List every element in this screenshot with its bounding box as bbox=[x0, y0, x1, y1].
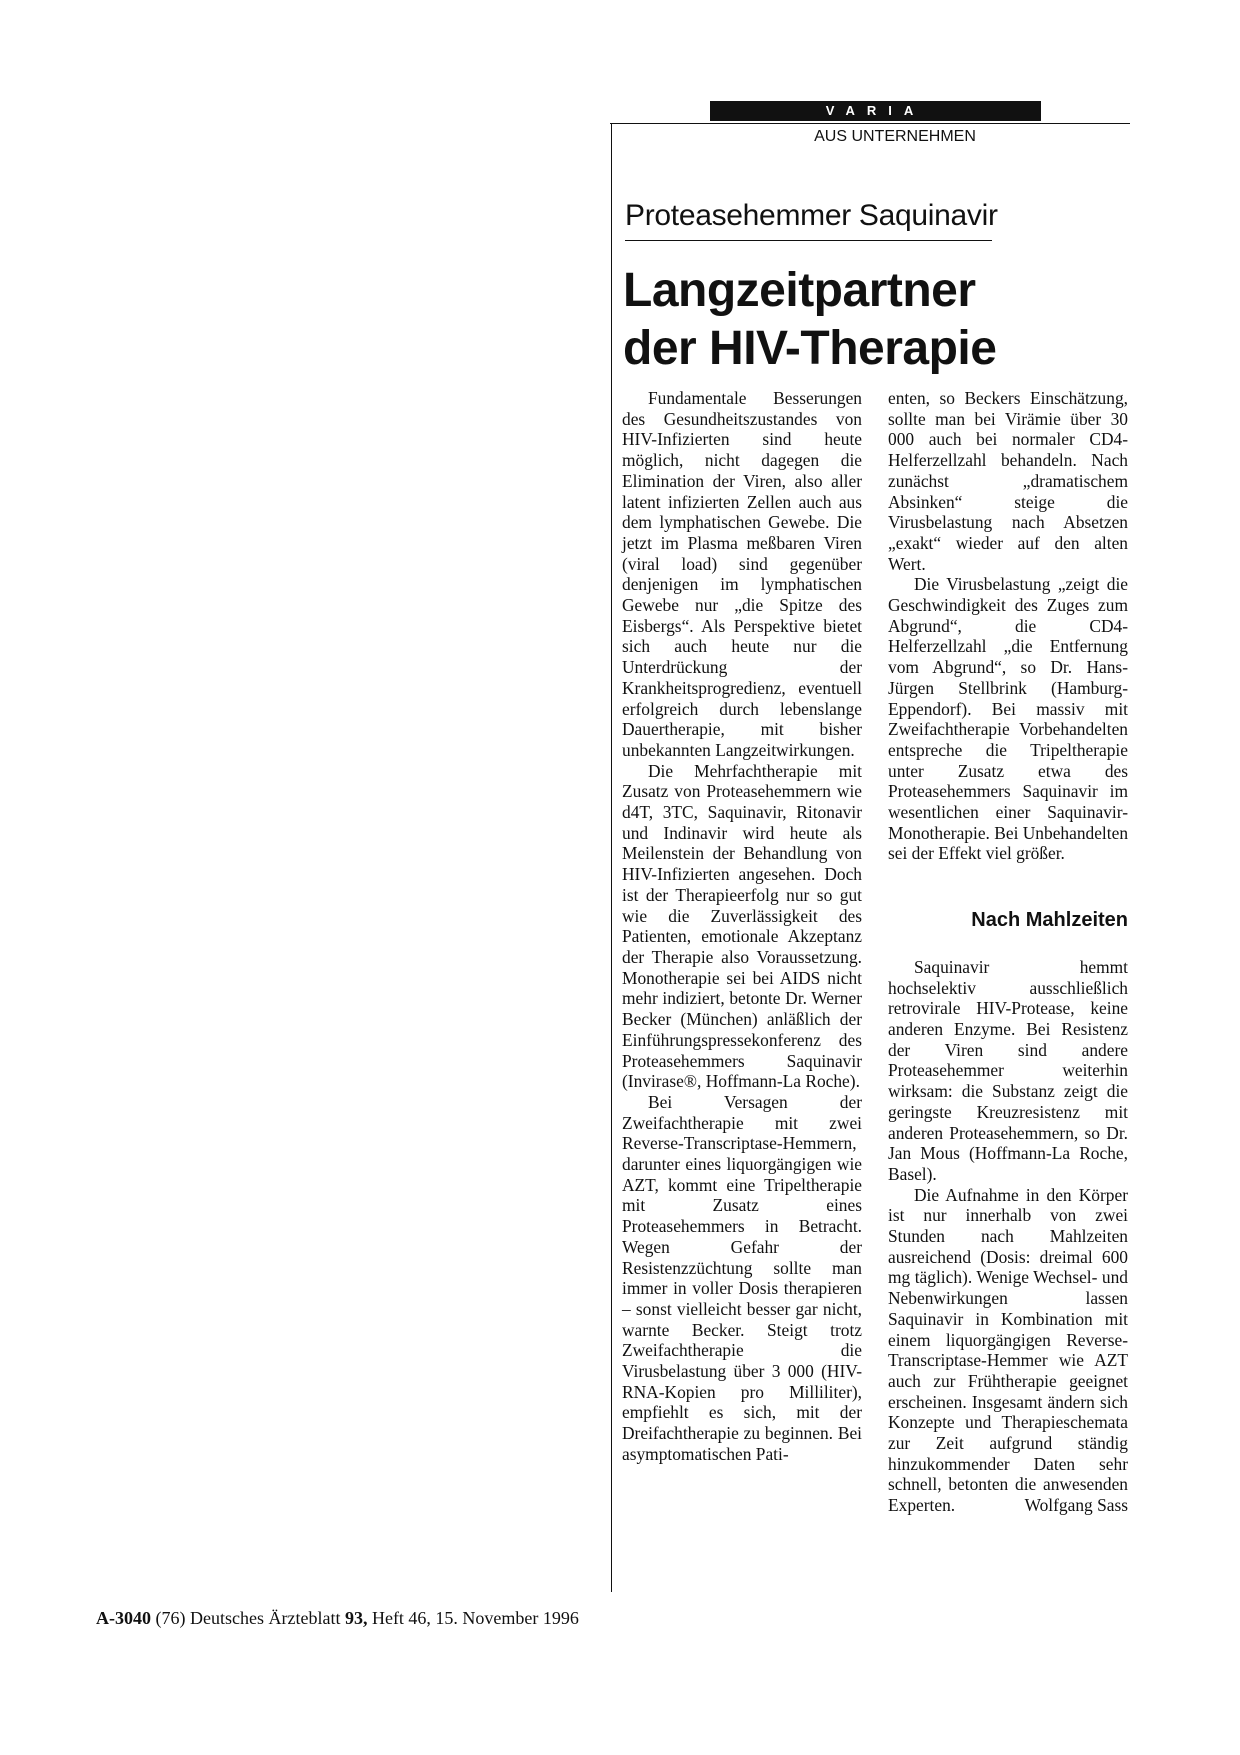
subsection-label: AUS UNTERNEHMEN bbox=[814, 128, 976, 145]
article-kicker: Proteasehemmer Saquinavir bbox=[625, 198, 992, 241]
article-headline bbox=[623, 262, 1183, 378]
body-paragraph-continued: enten, so Beckers Einschätzung, sollte man bei Virämie über 30 000 auch bei normaler CD4-Helferzellzahl behandeln. Nach zunächst „dramatischem Absinken“ steige die Virusbelastung nach Absetzen „exakt“ wieder auf den alten Wert. bbox=[888, 388, 1128, 574]
body-paragraph-final bbox=[888, 1185, 1128, 1516]
section-label: VARIA bbox=[710, 101, 1041, 121]
body-paragraph: Saquinavir hemmt hochselektiv ausschließlich retrovirale HIV-Protease, keine anderen Enzyme. Bei Resistenz der Viren sind andere Proteasehemmer weiterhin wirksam: die Substanz zeigt die geringste Kreuzresistenz mit anderen Proteasehemmern, so Dr. Jan Mous (Hoffmann-La Roche, Basel). bbox=[888, 956, 1128, 1184]
article-column-right bbox=[888, 388, 1128, 1516]
page-footer bbox=[96, 1608, 579, 1629]
headline-line-2: der HIV-Therapie bbox=[623, 322, 997, 375]
body-paragraph: Die Virusbelastung „zeigt die Geschwindigkeit des Zuges zum Abgrund“, die CD4-Helferzellzahl „die Entfernung vom Abgrund“, so Dr. Hans-Jürgen Stellbrink (Hamburg-Eppendorf). Bei massiv mit Zweifachtherapie Vorbehandelten entspreche die Tripeltherapie unter Zusatz etwa des Proteasehemmers Saquinavir im wesentlichen einer Saquinavir-Monotherapie. Bei Unbehandelten sei der Effekt viel größer. bbox=[888, 574, 1129, 864]
journal-volume: 93, bbox=[344, 1608, 368, 1628]
body-paragraph: Bei Versagen der Zweifachtherapie mit zwei Reverse-Transcriptase-Hemmern, darunter eines liquorgängigen wie AZT, kommt eine Tripeltherapie mit Zusatz eines Proteasehemmers in Betracht. Wegen Gefahr der Resistenzzüchtung sollte man immer in voller Dosis therapieren – sonst vielleicht besser gar nicht, warnte Becker. Steigt trotz Zweifachtherapie die Virusbelastung über 3 000 (HIV-RNA-Kopien pro Milliliter), empfiehlt es sich, mit der Dreifachtherapie zu beginnen. Bei asymptomatischen Pati- bbox=[622, 1091, 862, 1464]
column-divider bbox=[611, 124, 612, 1592]
headline-line-1: Langzeitpartner bbox=[623, 264, 976, 317]
body-paragraph: Die Mehrfachtherapie mit Zusatz von Proteasehemmern wie d4T, 3TC, Saquinavir, Ritonavir und Indinavir wird heute als Meilenstein der Behandlung von HIV-Infizierten angesehen. Doch ist der Therapieerfolg nur so gut wie die Zuverlässigkeit des Patienten, emotionale Akzeptanz der Therapie also Voraussetzung. Monotherapie sei bei AIDS nicht mehr indiziert, betonte Dr. Werner Becker (München) anläßlich der Einführungspressekonferenz des Proteasehemmers Saquinavir (Invirase®, Hoffmann-La Roche). bbox=[622, 760, 862, 1092]
page-number: (76) bbox=[155, 1608, 186, 1628]
journal-name: Deutsches Ärzteblatt bbox=[190, 1608, 341, 1628]
final-paragraph-text: Die Aufnahme in den Körper ist nur innerhalb von zwei Stunden nach Mahlzeiten ausreichend (Dosis: dreimal 600 mg täglich). Wenige Wechsel- und Nebenwirkungen lassen Saquinavir in Kombination mit einem liquorgängigen Reverse-Transcriptase-Hemmer wie AZT auch zur Frühtherapie geeignet erscheinen. Insgesamt ändern sich Konzepte und Therapieschemata zur Zeit aufgrund ständig hinzukommender Daten sehr schnell, betonten die anwesenden Experten. bbox=[888, 1184, 1128, 1516]
section-subhead: Nach Mahlzeiten bbox=[971, 909, 1128, 932]
page-code: A-3040 bbox=[96, 1608, 151, 1628]
author-name: Wolfgang Sass bbox=[1024, 1495, 1128, 1516]
issue-date: Heft 46, 15. November 1996 bbox=[371, 1608, 579, 1628]
body-paragraph: Fundamentale Besserungen des Gesundheitszustandes von HIV-Infizierten sind heute möglich, nicht dagegen die Elimination der Viren, also aller latent infizierten Zellen auch aus dem lymphatischen Gewebe. Die jetzt im Plasma meßbaren Viren (viral load) sind gegenüber denjenigen im lymphatischen Gewebe nur „die Spitze des Eisbergs“. Als Perspektive bietet sich auch heute nur die Unterdrückung der Krankheitsprogredienz, eventuell erfolgreich durch lebenslange Dauertherapie, mit bisher unbekannten Langzeitwirkungen. bbox=[622, 388, 862, 760]
article-column-left bbox=[622, 388, 862, 1465]
header-rule bbox=[610, 123, 1130, 124]
